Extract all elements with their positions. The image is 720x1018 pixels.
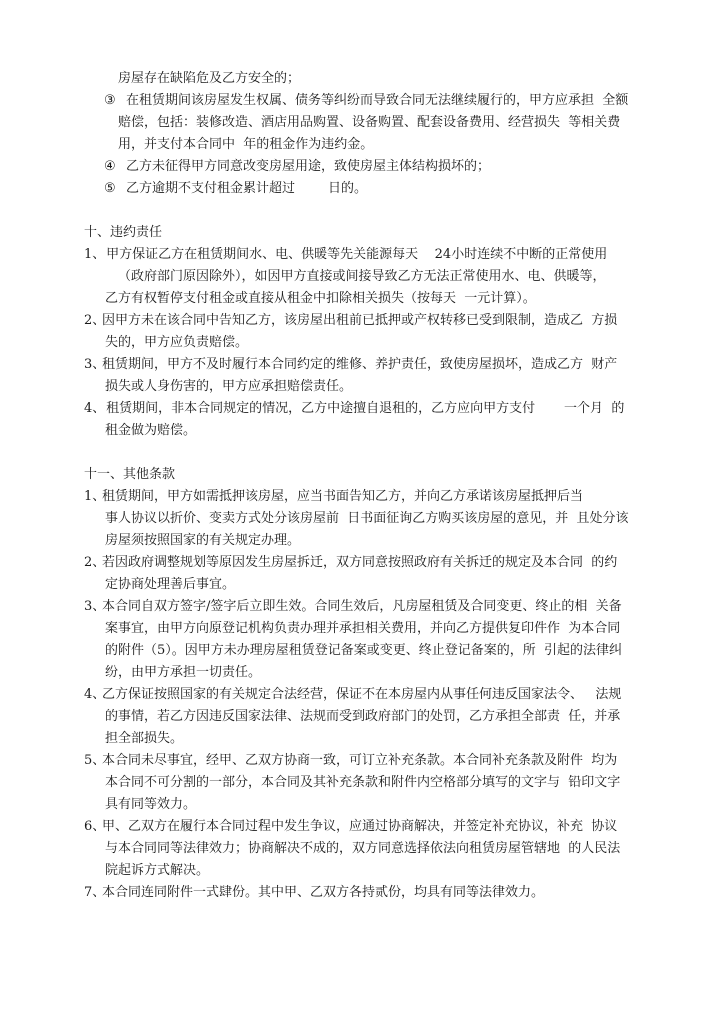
clause-text-line: 房屋存在缺陷危及乙方安全的；: [118, 71, 301, 86]
clause-number: 7、: [84, 885, 106, 900]
clause-text-line: 因甲方未在该合同中告知乙方，该房屋出租前已抵押或产权转移已受到限制，造成乙 方损: [102, 313, 618, 328]
clause-text-line: 乙方保证按照国家的有关规定合法经营，保证不在本房屋内从事任何违反国家法令、 法规: [102, 687, 622, 702]
item-5-text: 乙方逾期不支付租金累计超过 日的。: [126, 181, 368, 196]
clause-number: 4、: [84, 687, 106, 702]
clause-text-line: 本合同未尽事宜，经甲、乙双方协商一致，可订立补充条款。本合同补充条款及附件 均为: [102, 753, 618, 768]
clause-text-line: 本合同连同附件一式肆份。其中甲、乙双方各持贰份，均具有同等法律效力。: [102, 885, 545, 900]
clause-text-line: 的附件（5）。因甲方未办理房屋租赁登记备案或变更、终止登记备案的，所 引起的法律纠: [105, 643, 623, 658]
clause-text-line: 院起诉方式解决。: [105, 863, 210, 878]
clause-text-line: 本合同自双方签字/签字后立即生效。合同生效后，凡房屋租赁及合同变更、终止的相 关备: [102, 599, 622, 614]
clause-text-line: 定协商处理善后事宜。: [105, 577, 236, 592]
section-11-heading: 十一、其他条款: [84, 467, 176, 482]
clause-text-line: 具有同等效力。: [105, 797, 197, 812]
clause-text-line: 租金做为赔偿。: [105, 423, 197, 438]
clause-number: 5、: [84, 753, 106, 768]
item-3-text: 赔偿，包括：装修改造、酒店用品购置、设备购置、配套设备费用、经营损失 等相关费: [118, 115, 621, 130]
clause-text-line: 纷，由甲方承担一切责任。: [105, 665, 262, 680]
clause-text-line: （政府部门原因除外），如因甲方直接或间接导致乙方无法正常使用水、电、供暖等，: [118, 269, 606, 284]
item-5-marker: ⑤: [104, 181, 116, 196]
clause-text-line: 事人协议以折价、变卖方式处分该房屋前 日书面征询乙方购买该房屋的意见，并 且处分该: [105, 511, 629, 526]
clause-number: 3、: [84, 599, 106, 614]
clause-number: 2、: [84, 555, 106, 570]
clause-text-line: 与本合同同等法律效力；协商解决不成的，双方同意选择依法向租赁房屋管辖地 的人民法: [105, 841, 621, 856]
clause-number: 1、: [84, 489, 106, 504]
item-4-text: 乙方未征得甲方同意改变房屋用途，致使房屋主体结构损坏的；: [126, 159, 491, 174]
clause-text-line: 乙方有权暂停支付租金或直接从租金中扣除相关损失（按每天 一元计算）。: [105, 291, 536, 306]
item-3-text: 用，并支付本合同中 年的租金作为违约金。: [118, 137, 374, 152]
clause-text-line: 租赁期间，非本合同规定的情况，乙方中途擅自退租的，乙方应向甲方支付 一个月 的: [102, 401, 625, 416]
item-3-marker: ③: [104, 93, 116, 108]
clause-number: 2、: [84, 313, 106, 328]
clause-number: 4、: [84, 401, 106, 416]
clause-text-line: 甲方保证乙方在租赁期间水、电、供暖等先关能源每天 24小时连续不中断的正常使用: [102, 247, 608, 262]
clause-number: 6、: [84, 819, 106, 834]
clause-text-line: 损失或人身伤害的，甲方应承担赔偿责任。: [105, 379, 353, 394]
clause-text-line: 本合同不可分割的一部分，本合同及其补充条款和附件内空格部分填写的文字与 铅印文字: [105, 775, 621, 790]
item-3-text: 在租赁期间该房屋发生权属、债务等纠纷而导致合同无法继续履行的，甲方应承担 全额: [126, 93, 629, 108]
clause-text-line: 若因政府调整规划等原因发生房屋拆迁，双方同意按照政府有关拆迁的规定及本合同 的约: [102, 555, 618, 570]
clause-text-line: 担全部损失。: [105, 731, 184, 746]
clause-text-line: 租赁期间，甲方不及时履行本合同约定的维修、养护责任，致使房屋损坏，造成乙方 财产: [102, 357, 618, 372]
section-10-heading: 十、违约责任: [84, 225, 163, 240]
clause-text-line: 房屋须按照国家的有关规定办理。: [105, 533, 301, 548]
clause-number: 3、: [84, 357, 106, 372]
item-4-marker: ④: [104, 159, 116, 174]
clause-text-line: 甲、乙双方在履行本合同过程中发生争议，应通过协商解决，并签定补充协议，补充 协议: [102, 819, 618, 834]
clause-text-line: 失的，甲方应负责赔偿。: [105, 335, 249, 350]
clause-text-line: 的事情，若乙方因违反国家法律、法规而受到政府部门的处罚，乙方承担全部责 任，并承: [105, 709, 621, 724]
clause-text-line: 租赁期间，甲方如需抵押该房屋，应当书面告知乙方，并向乙方承诺该房屋抵押后当: [102, 489, 584, 504]
clause-number: 1、: [84, 247, 106, 262]
clause-text-line: 案事宜，由甲方向原登记机构负责办理并承担相关费用，并向乙方提供复印件作 为本合同: [105, 621, 621, 636]
